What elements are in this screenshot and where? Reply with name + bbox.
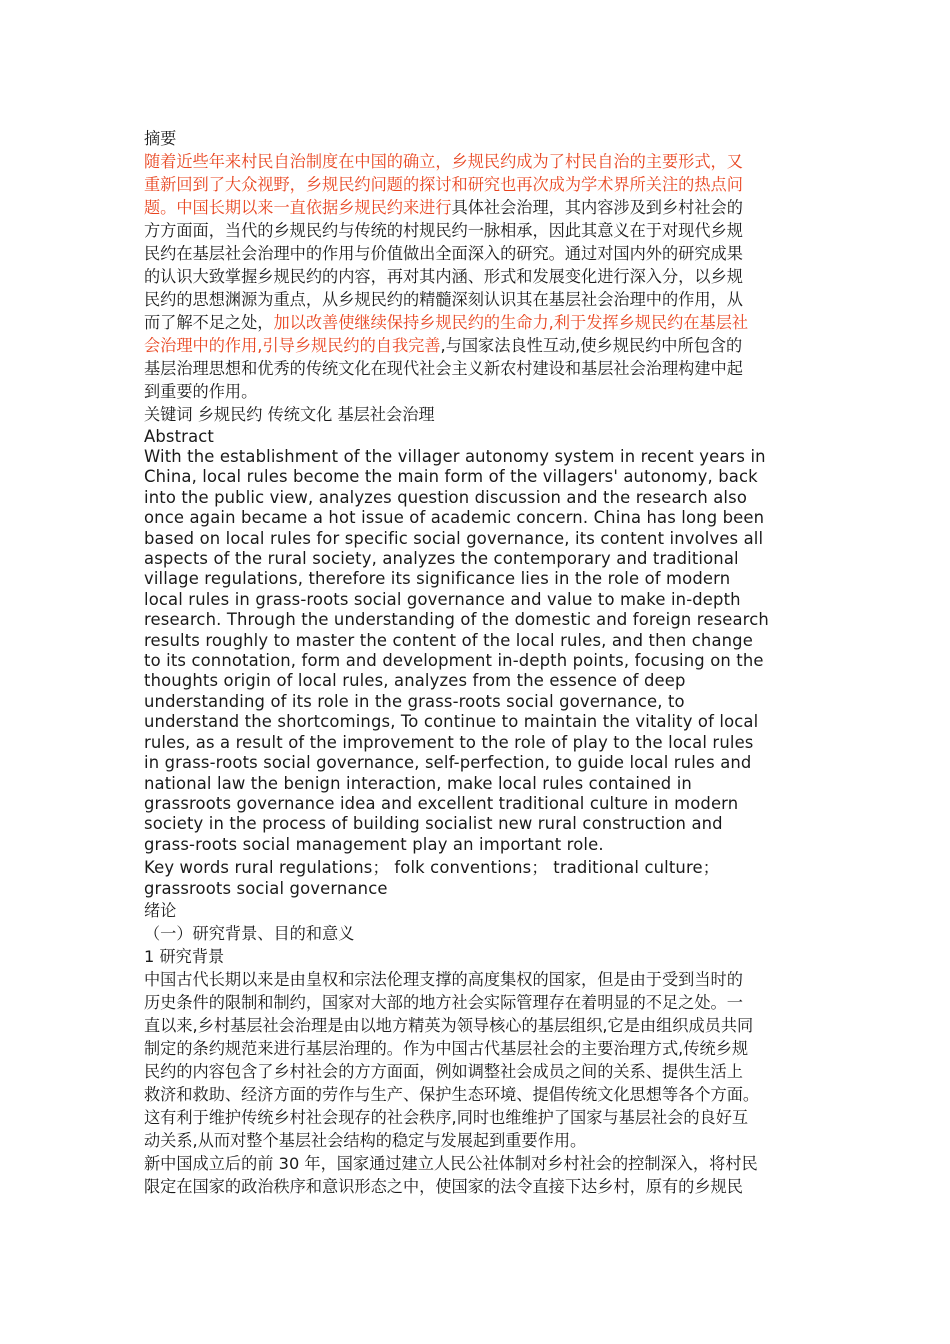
abstract-en-line: With the establishment of the villager autonomy system in recent years in: [144, 447, 766, 466]
abstract-en-line: once again became a hot issue of academic concern. China has long been: [144, 508, 765, 528]
abstract-zh-line: [144, 288, 806, 311]
document-page: [144, 127, 806, 1198]
keywords-en-line: grassroots social governance: [144, 879, 388, 899]
body-text: 民约的思想渊源为重点，从乡规民约的精髓深刻认识其在基层社会治理中的作用，从: [144, 290, 743, 309]
keywords-en: [144, 857, 806, 899]
paragraph-line: 动关系,从而对整个基层社会结构的稳定与发展起到重要作用。: [144, 1131, 587, 1151]
paragraph-line: 新中国成立后的前 30 年，国家通过建立人民公社体制对乡村社会的控制深入，将村民: [144, 1154, 758, 1174]
abstract-en-line: rules, as a result of the improvement to the role of play to the local rules: [144, 732, 754, 752]
abstract-en-line: local rules in grass-roots social governance and value to make in-depth: [144, 589, 741, 609]
abstract-zh-line: [144, 380, 806, 403]
abstract-zh-line: [144, 196, 806, 219]
abstract-zh-body: [144, 150, 806, 403]
intro-paragraph-2: [144, 1152, 806, 1198]
abstract-en-body: [144, 447, 806, 855]
abstract-en-line: village regulations, therefore its significance lies in the role of modern: [144, 569, 731, 589]
highlighted-text: 重新回到了大众视野，乡规民约问题的探讨和研究也再次成为学术界所关注的热点问: [144, 175, 743, 194]
paragraph-line: 制定的条约规范来进行基层治理的。作为中国古代基层社会的主要治理方式,传统乡规: [144, 1039, 749, 1059]
body-text: ,与国家法良性互动,使乡规民约中所包含的: [440, 336, 743, 355]
intro-heading: 绪论: [144, 901, 177, 921]
abstract-en-line: into the public view, analyzes question discussion and the research also: [144, 487, 747, 507]
abstract-en-line: grass-roots social management play an important role.: [144, 834, 604, 854]
subsection-heading: 1 研究背景: [144, 947, 225, 967]
paragraph-line: 历史条件的限制和制约，国家对大部的地方社会实际管理存在着明显的不足之处。一: [144, 993, 743, 1013]
keywords-zh: 关键词 乡规民约 传统文化 基层社会治理: [144, 405, 435, 424]
abstract-en-line: China, local rules become the main form of the villagers' autonomy, back: [144, 467, 758, 487]
paragraph-line: 中国古代长期以来是由皇权和宗法伦理支撑的高度集权的国家，但是由于受到当时的: [144, 970, 743, 990]
paragraph-line: 限定在国家的政治秩序和意识形态之中，使国家的法令直接下达乡村，原有的乡规民: [144, 1177, 743, 1197]
highlighted-text: 题。中国长期以来一直依据乡规民约来进行: [144, 198, 452, 217]
body-text: 基层治理思想和优秀的传统文化在现代社会主义新农村建设和基层社会治理构建中起: [144, 359, 743, 378]
paragraph-line: 救济和救助、经济方面的劳作与生产、保护生态环境、提倡传统文化思想等各个方面。: [144, 1085, 760, 1105]
paragraph-line: 民约的内容包含了乡村社会的方方面面，例如调整社会成员之间的关系、提供生活上: [144, 1062, 743, 1082]
highlighted-text: 加以改善使继续保持乡规民约的生命力,利于发挥乡规民约在基层社: [273, 313, 749, 332]
paragraph-line: 这有利于维护传统乡村社会现存的社会秩序,同时也维维护了国家与基层社会的良好互: [144, 1108, 749, 1128]
abstract-zh-line: [144, 150, 806, 173]
body-text: 具体社会治理，其内容涉及到乡村社会的: [451, 198, 743, 217]
abstract-zh-line: [144, 334, 806, 357]
body-text: 方方面面，当代的乡规民约与传统的村规民约一脉相承，因此其意义在于对现代乡规: [144, 221, 743, 240]
intro-paragraph-1: [144, 968, 806, 1152]
abstract-en-line: thoughts origin of local rules, analyzes from the essence of deep: [144, 671, 686, 691]
abstract-en-line: aspects of the rural society, analyzes the contemporary and traditional: [144, 549, 739, 569]
highlighted-text: 会治理中的作用,引导乡规民约的自我完善: [144, 336, 441, 355]
abstract-en-line: research. Through the understanding of the domestic and foreign research: [144, 610, 769, 630]
abstract-en-line: understand the shortcomings, To continue to maintain the vitality of local: [144, 712, 759, 732]
abstract-en-line: understanding of its role in the grass-roots social governance, to: [144, 691, 685, 711]
abstract-en-line: in grass-roots social governance, self-perfection, to guide local rules and: [144, 753, 752, 773]
abstract-en-line: based on local rules for specific social governance, its content involves all: [144, 528, 764, 548]
abstract-zh-line: [144, 242, 806, 265]
body-text: 而了解不足之处，: [144, 313, 274, 332]
abstract-zh-line: [144, 357, 806, 380]
abstract-zh-line: [144, 173, 806, 196]
body-text: 民约在基层社会治理中的作用与价值做出全面深入的研究。通过对国内外的研究成果: [144, 244, 743, 263]
keywords-en-line: Key words rural regulations； folk conventions； traditional culture；: [144, 858, 720, 878]
abstract-en-line: grassroots governance idea and excellent traditional culture in modern: [144, 793, 739, 813]
abstract-zh-line: [144, 265, 806, 288]
abstract-en-line: society in the process of building socialist new rural construction and: [144, 814, 723, 834]
highlighted-text: 随着近些年来村民自治制度在中国的确立，乡规民约成为了村民自治的主要形式，又: [144, 152, 743, 171]
abstract-zh-line: [144, 311, 806, 334]
abstract-zh-heading: 摘要: [144, 129, 177, 148]
section-heading: （一）研究背景、目的和意义: [144, 924, 355, 944]
abstract-en-line: to its connotation, form and development in-depth points, focusing on the: [144, 651, 764, 671]
abstract-en-line: national law the benign interaction, make local rules contained in: [144, 773, 692, 793]
body-text: 到重要的作用。: [144, 382, 258, 401]
abstract-zh-line: [144, 219, 806, 242]
abstract-en-line: results roughly to master the content of the local rules, and then change: [144, 630, 753, 650]
abstract-en-heading: Abstract: [144, 427, 215, 446]
body-text: 的认识大致掌握乡规民约的内容，再对其内涵、形式和发展变化进行深入分，以乡规: [144, 267, 743, 286]
paragraph-line: 直以来,乡村基层社会治理是由以地方精英为领导核心的基层组织,它是由组织成员共同: [144, 1016, 754, 1036]
